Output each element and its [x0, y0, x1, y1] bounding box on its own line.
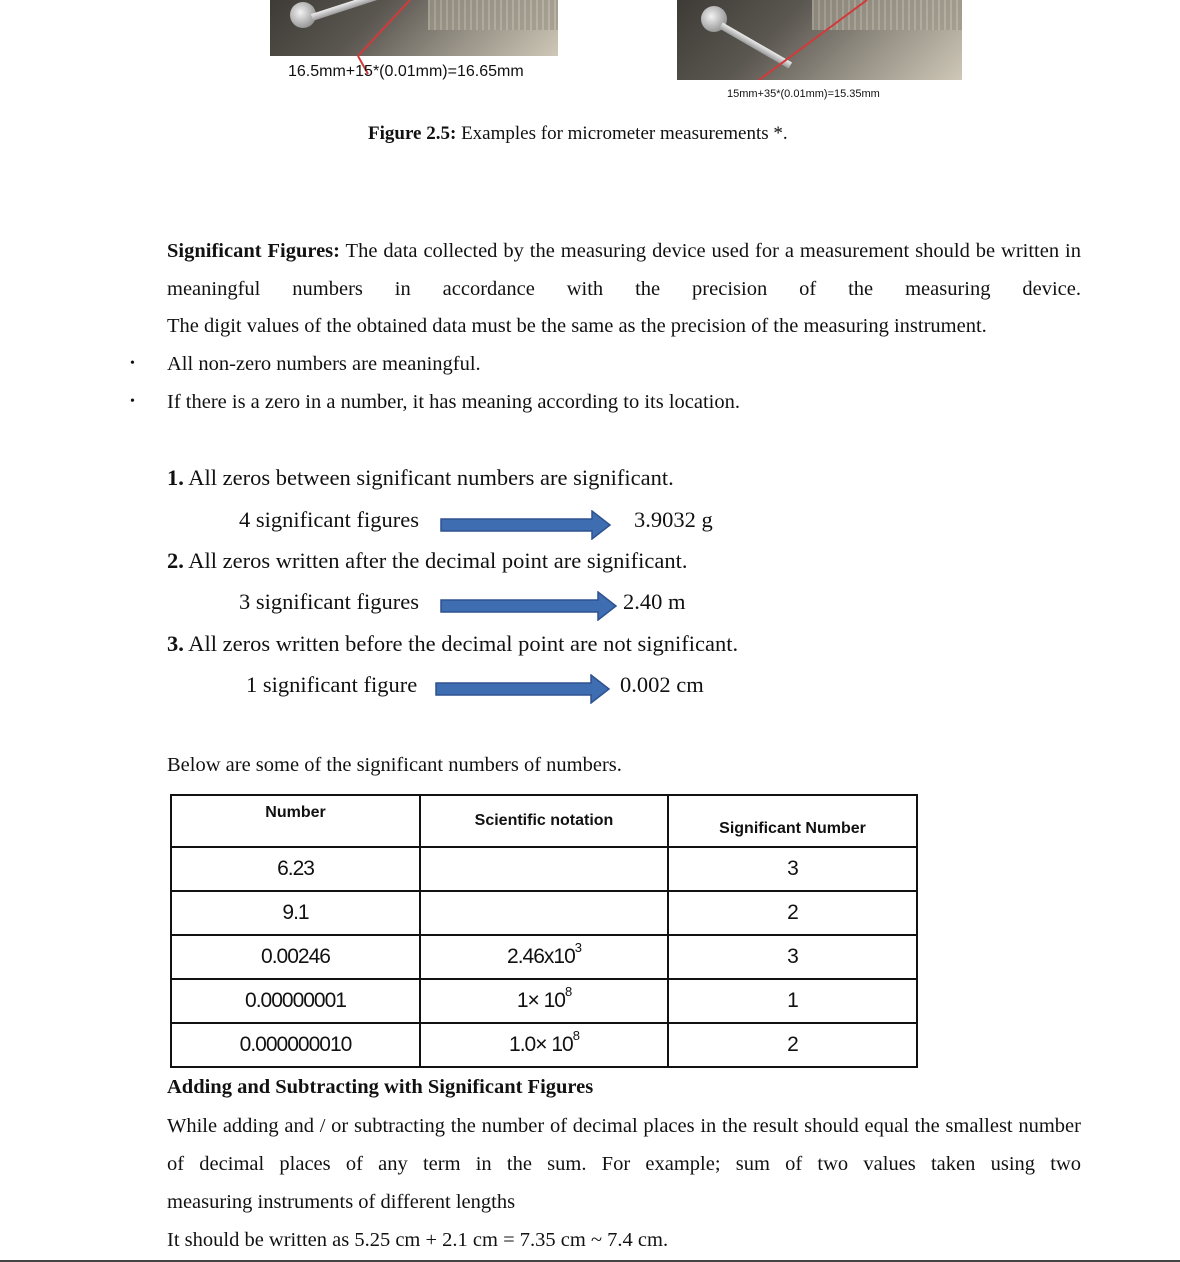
table-row [171, 1023, 917, 1067]
intro-paragraph [167, 232, 1081, 308]
intro-line3: The digit values of the obtained data must be the same as the precision of the measuring instrument. [167, 315, 987, 337]
arrow-2 [440, 591, 618, 621]
rule-1-right: 3.9032 g [634, 507, 713, 532]
table-row [171, 847, 917, 891]
cell-significant: 2 [668, 891, 917, 935]
cell-number: 0.00000001 [171, 979, 420, 1023]
rule-3-right: 0.002 cm [620, 672, 704, 697]
micrometer-photo-left [270, 0, 558, 56]
table-intro: Below are some of the significant numbers of numbers. [167, 754, 622, 776]
bullet-1-text: All non-zero numbers are meaningful. [167, 353, 481, 375]
rule-2 [167, 548, 687, 574]
cell-scientific [420, 935, 668, 979]
figure-caption-text: Examples for micrometer measurements *. [456, 123, 788, 144]
sci-exponent: 3 [574, 940, 581, 955]
bullet-2-symbol: • [130, 394, 135, 409]
rule-3-left: 1 significant figure [246, 672, 418, 697]
cell-scientific [420, 979, 668, 1023]
adding-paragraph-last: measuring instruments of different lengths [167, 1191, 516, 1213]
cell-significant: 3 [668, 935, 917, 979]
table-row [171, 935, 917, 979]
rule-2-left: 3 significant figures [239, 589, 419, 614]
adding-paragraph: While adding and / or subtracting the number of decimal places in the result should equal the smallest number of decimal places of any term in the sum. For example; sum of two values taken using two [167, 1115, 1081, 1175]
rule-3-text: All zeros written before the decimal point are not significant. [183, 631, 739, 656]
sci-base: 1× 10 [516, 989, 565, 1012]
cell-number: 6.23 [171, 847, 420, 891]
significant-figures-table [170, 794, 918, 1068]
sci-base: 2.46x10 [507, 945, 575, 968]
bullet-1-symbol: • [130, 356, 135, 371]
rule-2-text: All zeros written after the decimal point are significant. [183, 548, 688, 573]
rule-2-right: 2.40 m [623, 589, 686, 614]
sci-base: 1.0× 10 [509, 1033, 573, 1056]
left-reading: 16.5mm+15*(0.01mm)=16.65mm [288, 63, 524, 80]
cell-significant: 3 [668, 847, 917, 891]
rule-3-number: 3. [167, 631, 184, 656]
header-number: Number [171, 795, 420, 847]
table-row [171, 891, 917, 935]
header-scientific-notation: Scientific notation [420, 795, 668, 847]
cell-scientific [420, 1023, 668, 1067]
cell-significant: 1 [668, 979, 917, 1023]
cell-scientific [420, 847, 668, 891]
cell-number: 0.00246 [171, 935, 420, 979]
intro-text: The data collected by the measuring device used for a measurement should be written in meaningful numbers in accordance with the precision of the measuring device. [167, 240, 1081, 300]
sci-exponent: 8 [564, 984, 572, 999]
micrometer-photo-right [677, 0, 962, 80]
figure-caption [368, 123, 788, 145]
intro-heading: Significant Figures: [167, 240, 340, 262]
header-significant-number: Significant Number [668, 795, 917, 847]
rule-1-text: All zeros between significant numbers are significant. [183, 465, 674, 490]
arrow-3 [435, 674, 611, 704]
indicator-line-right [677, 0, 962, 80]
cell-number: 0.000000010 [171, 1023, 420, 1067]
rule-1-left: 4 significant figures [239, 507, 419, 532]
indicator-line-left [270, 0, 558, 56]
adding-heading: Adding and Subtracting with Significant Figures [167, 1076, 594, 1098]
rule-1-number: 1. [167, 465, 184, 490]
bullet-2-text: If there is a zero in a number, it has meaning according to its location. [167, 391, 740, 413]
arrow-1 [440, 510, 612, 540]
cell-number: 9.1 [171, 891, 420, 935]
rule-1 [167, 465, 674, 491]
figure-caption-label: Figure 2.5: [368, 123, 457, 144]
cell-significant: 2 [668, 1023, 917, 1067]
table-header-row [171, 795, 917, 847]
adding-example: It should be written as 5.25 cm + 2.1 cm = 7.35 cm ~ 7.4 cm. [167, 1229, 669, 1251]
sci-exponent: 8 [572, 1028, 579, 1043]
cell-scientific [420, 891, 668, 935]
rule-3 [167, 631, 738, 657]
right-reading: 15mm+35*(0.01mm)=15.35mm [727, 88, 880, 100]
table-row [171, 979, 917, 1023]
rule-2-number: 2. [167, 548, 184, 573]
